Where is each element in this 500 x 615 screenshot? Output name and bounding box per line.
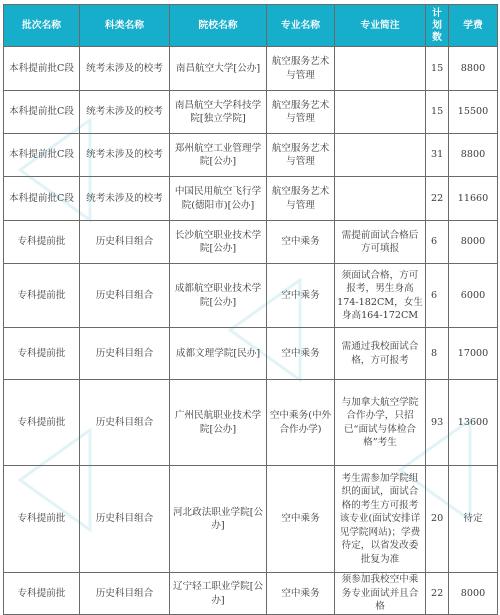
cell-fee: 8000: [449, 221, 498, 264]
cell-category: 统考未涉及的校考: [80, 177, 170, 221]
cell-note: [335, 177, 426, 221]
cell-school: 南昌航空大学[公办]: [170, 47, 267, 91]
cell-batch: 本科提前批C段: [4, 134, 80, 177]
cell-batch: 专科提前批: [4, 264, 80, 328]
cell-note: 需提前面试合格后方可填报: [335, 221, 426, 264]
cell-category: 历史科目组合: [80, 380, 170, 466]
cell-category: 统考未涉及的校考: [80, 134, 170, 177]
cell-category: 统考未涉及的校考: [80, 47, 170, 91]
table-row: [4, 328, 498, 380]
cell-plan: 15: [426, 91, 449, 134]
table-row: [4, 466, 498, 573]
cell-school: 长沙航空职业技术学院[公办]: [170, 221, 267, 264]
cell-fee: 待定: [449, 466, 498, 573]
cell-batch: 专科提前批: [4, 221, 80, 264]
cell-major: 空中乘务(中外合作办学): [267, 380, 335, 466]
cell-school: 成都航空职业技术学院[公办]: [170, 264, 267, 328]
cell-batch: 本科提前批C段: [4, 177, 80, 221]
cell-major: 空中乘务: [267, 466, 335, 573]
cell-school: 河北政法职业学院[公办]: [170, 466, 267, 573]
header-school: 院校名称: [170, 5, 267, 47]
header-major: 专业名称: [267, 5, 335, 47]
cell-note: 须参加我校空中乘务专业面试并且合格: [335, 573, 426, 615]
cell-category: 历史科目组合: [80, 221, 170, 264]
cell-batch: 本科提前批C段: [4, 47, 80, 91]
header-row: [4, 5, 498, 47]
cell-batch: 专科提前批: [4, 573, 80, 615]
cell-school: 南昌航空大学科技学院[独立学院]: [170, 91, 267, 134]
cell-school: 中国民用航空飞行学院(德阳市)[公办]: [170, 177, 267, 221]
cell-batch: 专科提前批: [4, 328, 80, 380]
cell-note: [335, 47, 426, 91]
cell-category: 历史科目组合: [80, 573, 170, 615]
cell-plan: 20: [426, 466, 449, 573]
header-fee: 学费: [449, 5, 498, 47]
cell-fee: 8800: [449, 47, 498, 91]
table-row: [4, 264, 498, 328]
cell-major: 空中乘务: [267, 264, 335, 328]
table-row: [4, 380, 498, 466]
cell-batch: 本科提前批C段: [4, 91, 80, 134]
cell-major: 航空服务艺术与管理: [267, 134, 335, 177]
cell-major: 航空服务艺术与管理: [267, 177, 335, 221]
cell-note: 需通过我校面试合格，方可报考: [335, 328, 426, 380]
cell-school: 辽宁轻工职业学院[公办]: [170, 573, 267, 615]
cell-fee: 8000: [449, 573, 498, 615]
cell-major: 空中乘务: [267, 573, 335, 615]
cell-school: 郑州航空工业管理学院[公办]: [170, 134, 267, 177]
cell-batch: 专科提前批: [4, 466, 80, 573]
cell-school: 广州民航职业技术学院[公办]: [170, 380, 267, 466]
cell-category: 历史科目组合: [80, 264, 170, 328]
cell-fee: 8800: [449, 134, 498, 177]
admissions-table: [3, 4, 498, 615]
cell-fee: 11660: [449, 177, 498, 221]
cell-plan: 15: [426, 47, 449, 91]
cell-fee: 13600: [449, 380, 498, 466]
cell-note: [335, 91, 426, 134]
cell-major: 航空服务艺术与管理: [267, 47, 335, 91]
table-row: [4, 47, 498, 91]
table-row: [4, 177, 498, 221]
cell-fee: 17000: [449, 328, 498, 380]
header-note: 专业简注: [335, 5, 426, 47]
cell-category: 历史科目组合: [80, 466, 170, 573]
table-row: [4, 221, 498, 264]
cell-category: 历史科目组合: [80, 328, 170, 380]
cell-major: 空中乘务: [267, 221, 335, 264]
cell-plan: 6: [426, 221, 449, 264]
cell-fee: 6000: [449, 264, 498, 328]
table-row: [4, 134, 498, 177]
cell-fee: 15500: [449, 91, 498, 134]
cell-major: 空中乘务: [267, 328, 335, 380]
header-batch: 批次名称: [4, 5, 80, 47]
cell-category: 统考未涉及的校考: [80, 91, 170, 134]
cell-note: 考生需参加学院组织的面试，面试合格的考生方可报考该专业(面试安排详见学院网站)；学费待定，以省发改委批复为准: [335, 466, 426, 573]
cell-note: 须面试合格，方可报考，男生身高174-182CM，女生身高164-172CM: [335, 264, 426, 328]
cell-plan: 6: [426, 264, 449, 328]
cell-note: [335, 134, 426, 177]
cell-plan: 22: [426, 573, 449, 615]
cell-school: 成都文理学院[民办]: [170, 328, 267, 380]
cell-batch: 专科提前批: [4, 380, 80, 466]
cell-major: 航空服务艺术与管理: [267, 91, 335, 134]
cell-plan: 8: [426, 328, 449, 380]
cell-plan: 22: [426, 177, 449, 221]
header-category: 科类名称: [80, 5, 170, 47]
cell-plan: 31: [426, 134, 449, 177]
cell-plan: 93: [426, 380, 449, 466]
cell-note: 与加拿大航空学院合作办学，只招已“面试与体检合格”考生: [335, 380, 426, 466]
header-plan: 计划数: [426, 5, 449, 47]
table-row: [4, 91, 498, 134]
